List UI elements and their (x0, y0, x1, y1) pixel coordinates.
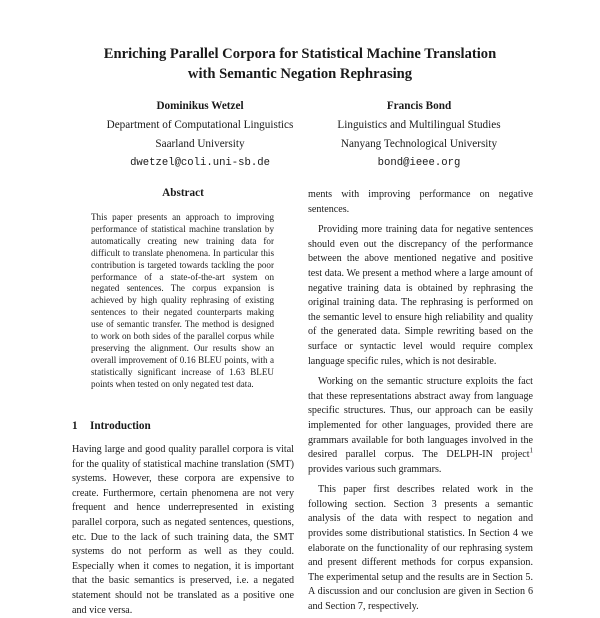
author-email: dwetzel@coli.uni-sb.de (130, 157, 270, 169)
left-column (72, 186, 294, 391)
title-line-2: with Semantic Negation Rephrasing (187, 66, 413, 82)
section-title: Introduction (90, 420, 151, 432)
paragraph-text: Working on the semantic structure exploits the fact that these representations abstract away from language specific structures. Thus, our approach can be easily implemented for other languages, provided there are grammars available for both languages involved in the desired parallel corpus. The DELPH-IN project (308, 376, 533, 461)
body-paragraph: This paper first describes related work in the following section. Section 3 presents a semantic analysis of the data with respect to negation and provides some distributional statistics. In Section 4 we elaborate on the functionality of our rephrasing system and present different methods for corpus expansion. The experimental setup and the results are in Section 5. A discussion and our conclusion are given in Section 6 and Section 7, respectively. (308, 484, 533, 613)
author-institution: Saarland University (155, 138, 245, 150)
section-number: 1 (72, 420, 78, 432)
abstract-text: This paper presents an approach to improving performance of statistical machine translation by automatically creating new training data for difficult to translate phenomena. In particular this contribution is targeted towards tackling the poor performance of a state-of-the-art system on negated sentences. The corpus expansion is achieved by high quality rephrasing of existing sentences to their negated counterparts making use of semantic transfer. The method is designed to work on both sides of the parallel corpus while preserving the alignment. Our results show an overall improvement of 0.16 BLEU points, with a statistically significant increase of 1.63 BLEU points when tested on only negated test data. (91, 212, 274, 389)
abstract-heading: Abstract (162, 187, 204, 199)
paragraph-text: provides various such grammars. (308, 463, 442, 475)
body-paragraph (308, 375, 533, 477)
author-block-1 (80, 97, 320, 173)
title-line-1: Enriching Parallel Corpora for Statistical Machine Translation (103, 46, 497, 62)
author-block-2 (294, 97, 544, 173)
right-column (308, 188, 533, 615)
author-institution: Nanyang Technological University (340, 138, 498, 150)
footnote-marker: 1 (529, 446, 533, 455)
author-name: Dominikus Wetzel (156, 100, 244, 112)
author-email: bond@ieee.org (377, 157, 461, 169)
section-heading (72, 420, 151, 432)
paper-title (0, 44, 600, 84)
author-affiliation: Linguistics and Multilingual Studies (337, 119, 501, 131)
body-paragraph: Providing more training data for negative sentences should even out the discrepancy of the performance between the above mentioned negative and positive test data. We present a method where a large amount of negative training data is obtained by rephrasing the original training data. The rephrasing is performed on the semantic level to ensure high reliability and quality of the generated data. Simple rewriting based on the surface or syntactic level would require complex language specific rules, which is not desirable. (308, 224, 533, 367)
introduction-paragraph: Having large and good quality parallel corpora is vital for the quality of statistical machine translation (SMT) systems. However, these corpora are expensive to create. Furthermore, certain phenomena are not very frequent and hence underrepresented in existing parallel corpora, such as negated sentences, questions, etc. Due to the lack of such training data, the SMT systems do not perform as well as they could. Especially when it comes to negation, it is important that the basic semantics is preserved, i.e. a negated statement should not be translated as a positive one and vice versa. (72, 444, 294, 616)
author-affiliation: Department of Computational Linguistics (106, 119, 294, 131)
author-name: Francis Bond (386, 100, 452, 112)
body-paragraph: ments with improving performance on negative sentences. (308, 189, 533, 215)
